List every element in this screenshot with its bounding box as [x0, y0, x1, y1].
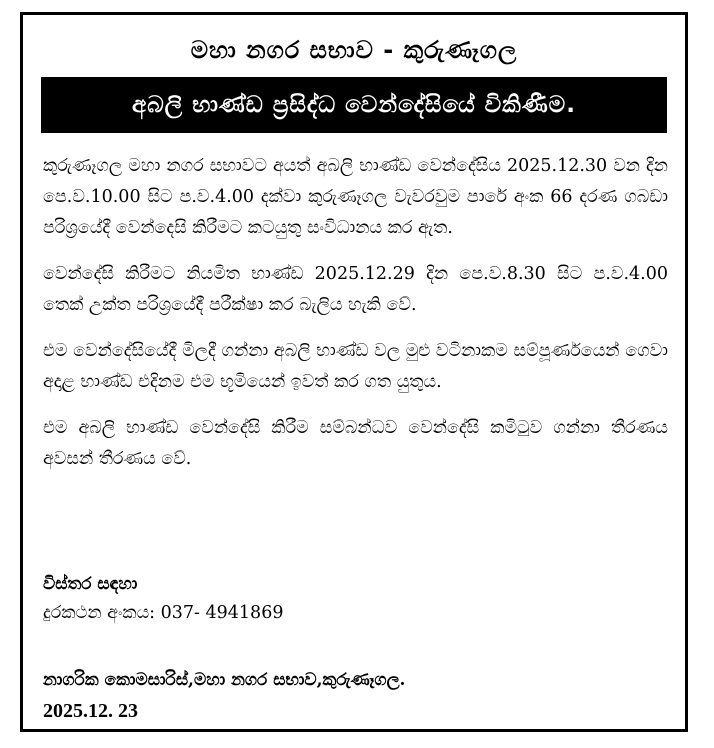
- contact-phone: දුරකථන අංකය: 037- 4941869: [43, 603, 284, 623]
- paragraph-committee-decision: එම අබලි භාණ්ඩ වෙන්දේසි කිරීම සම්බන්ධව වෙන්දේසි කමිටුව ගන්නා තීරණය අවසන් තීරණය වේ.: [43, 418, 668, 469]
- council-heading: මහා නගර සභාව - කුරුණෑගල: [190, 36, 518, 64]
- notice-body: [43, 151, 668, 490]
- contact-block: [43, 571, 668, 628]
- notice-frame: [20, 12, 688, 732]
- notice-date: 2025.12. 23: [43, 700, 138, 722]
- contact-heading: විස්තර සඳහා: [43, 574, 138, 594]
- notice-title-banner: [41, 77, 667, 133]
- paragraph-inspection: වෙන්දේසි කිරීමට නියමිත භාණ්ඩ 2025.12.29 දින පෙ.ව.8.30 සිට ප.ව.4.00 තෙක් උක්ත පරිශ්‍රයේදී පරීක්ෂා කර බැලිය හැකි වේ.: [43, 264, 668, 315]
- paragraph-payment-removal: එම වෙන්දේසියේදී මිලදී ගන්නා අබලි භාණ්ඩ වල මුළු වටිනාකම සම්පූර්ණයෙන් ගෙවා අදාළ භාණ්ඩ එදිනම එම භූමියෙන් ඉවත් කර ගත යුතුය.: [43, 341, 668, 392]
- paragraph-auction-schedule: කුරුණෑගල මහා නගර සභාවට අයත් අබලි භාණ්ඩ වෙන්දේසිය 2025.12.30 වන දින පෙ.ව.10.00 සිට ප.ව.4.00 දක්වා කුරුණෑගල වැවරවුම පාරේ අංක 66 දරණ ගබඩා පරිශ්‍රයේදී වෙන්දෙසි කිරීමට කටයුතු සංවිධානය කර ඇත.: [43, 156, 668, 238]
- signature-block: [43, 665, 668, 727]
- signature-title: නාගරික කොමසාරිස්,මහා නගර සභාව,කුරුණෑගල.: [43, 670, 406, 690]
- notice-title: අබලි භාණ්ඩ ප්‍රසිද්ධ වෙන්දේසියේ විකිණීම.: [132, 92, 576, 118]
